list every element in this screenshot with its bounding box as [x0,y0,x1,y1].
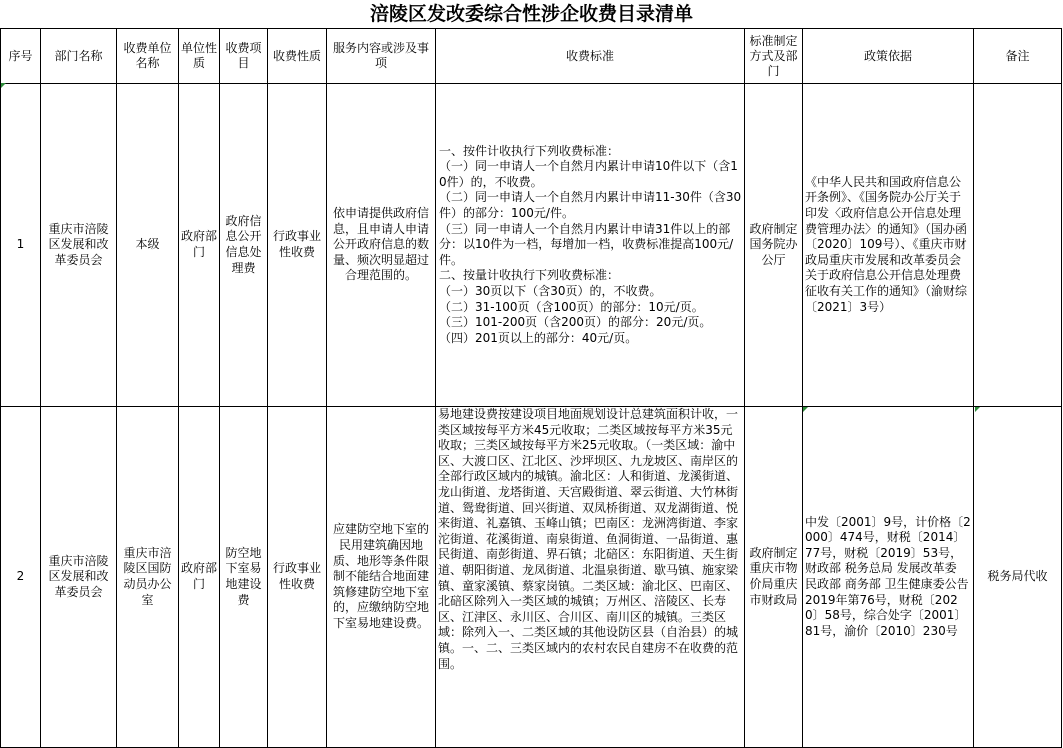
header-cell: 部门名称 [41,29,117,84]
fee-standard-line: （二）31-100页（含100页）的部分：10元/页。 [439,299,704,314]
row-number: 1 [1,84,41,407]
standard-maker: 政府制定国务院办公厅 [745,84,803,407]
fee-standard-line: 一、按件计收执行下列收费标准： [439,143,620,158]
header-cell: 序号 [1,29,41,84]
table-row [1,407,1062,748]
cell-marker [1,83,6,88]
charging-unit: 本级 [117,84,179,407]
fee-standard-line: （一）同一申请人一个自然月内累计申请10件以下（含10件）的，不收费。 [439,159,738,189]
remark [974,84,1062,407]
standard-maker: 政府制定重庆市物价局重庆市财政局 [745,407,803,748]
header-cell: 单位性质 [179,29,220,84]
header-cell: 服务内容或涉及事项 [327,29,436,84]
fee-standard-line: 二、按量计收执行下列收费标准： [439,268,620,283]
fee-standard [436,84,745,407]
fee-nature: 行政事业性收费 [268,407,327,748]
dept-name: 重庆市涪陵区发展和改革委员会 [41,84,117,407]
fee-standard-line: （一）30页以下（含30页）的，不收费。 [439,283,662,298]
fee-item: 政府信息公开信息处理费 [220,84,268,407]
remark: 税务局代收 [974,407,1062,748]
fee-standard-line: （四）201页以上的部分：40元/页。 [439,330,638,345]
unit-nature: 政府部门 [179,407,220,748]
header-cell: 备注 [974,29,1062,84]
header-row [1,29,1062,84]
fee-nature: 行政事业性收费 [268,84,327,407]
dept-name: 重庆市涪陵区发展和改革委员会 [41,407,117,748]
header-cell: 收费单位名称 [117,29,179,84]
fee-standard-line: （三）101-200页（含200页）的部分：20元/页。 [439,315,712,330]
header-cell: 收费性质 [268,29,327,84]
row-number: 2 [1,407,41,748]
fee-standard-line: （三）同一申请人一个自然月内累计申请31件以上的部分：以10件为一档，每增加一档，收费标准提高100元/件。 [439,221,734,267]
header-cell: 政策依据 [803,29,974,84]
cell-marker [975,407,980,412]
fee-item: 防空地下室易地建设费 [220,407,268,748]
fee-catalog-table [0,28,1062,748]
policy-basis: 中发〔2001〕9号，计价格〔2000〕474号，财税〔2014〕77号，财税〔2019〕53号， 财政部 税务总局 发展改革委 民政部 商务部 卫生健康委公告2019年第76号，财税〔2020〕58号，综合处字〔2001〕81号，渝价〔2010〕230号 [803,407,974,748]
cell-marker [803,407,808,412]
header-cell: 收费标准 [436,29,745,84]
header-cell: 收费项目 [220,29,268,84]
service-content: 依申请提供政府信息，且申请人申请公开政府信息的数量、频次明显超过合理范围的。 [327,84,436,407]
policy-basis: 《中华人民共和国政府信息公开条例》、《国务院办公厅关于印发〈政府信息公开信息处理费管理办法〉的通知》（国办函〔2020〕109号）、《重庆市财政局重庆市发展和改革委员会关于政府信息公开信息处理费征收有关工作的通知》（渝财综〔2021〕3号） [803,84,974,407]
service-content: 应建防空地下室的民用建筑确因地质、地形等条件限制不能结合地面建筑修建防空地下室的，应缴纳防空地下室易地建设费。 [327,407,436,748]
fee-standard-line: （二）同一申请人一个自然月内累计申请11-30件（含30件）的部分：100元/件。 [439,190,742,221]
table-row [1,84,1062,407]
fee-standard: 易地建设费按建设项目地面规划设计总建筑面积计收，一类区域按每平方米45元收取；二类区域按每平方米35元收取；三类区域按每平方米25元收取。（一类区域：渝中区、大渡口区、江北区、沙坪坝区、九龙坡区、南岸区的全部行政区域内的城镇。渝北区：人和街道、龙溪街道、龙山街道、龙塔街道、天宫殿街道、翠云街道、大竹林街道、鸳鸯街道、回兴街道、双凤桥街道、双龙湖街道、悦来街道、礼嘉镇、玉峰山镇；巴南区：龙洲湾街道、李家沱街道、花溪街道、南泉街道、鱼洞街道、一品街道、惠民街道、南彭街道、界石镇；北碚区：东阳街道、天生街道、朝阳街道、龙凤街道、北温泉街道、歇马镇、施家梁镇、童家溪镇、蔡家岗镇。二类区域：渝北区、巴南区、北碚区除列入一类区域的城镇；万州区、涪陵区、长寿区、江津区、永川区、合川区、南川区的城镇。三类区域：除列入一、二类区域的其他设防区县（自治县）的城镇。一、二、三类区域内的农村农民自建房不在收费的范围。 [436,407,745,748]
charging-unit: 重庆市涪陵区国防动员办公室 [117,407,179,748]
page-title: 涪陵区发改委综合性涉企收费目录清单 [369,3,693,25]
header-cell: 标准制定方式及部门 [745,29,803,84]
unit-nature: 政府部门 [179,84,220,407]
